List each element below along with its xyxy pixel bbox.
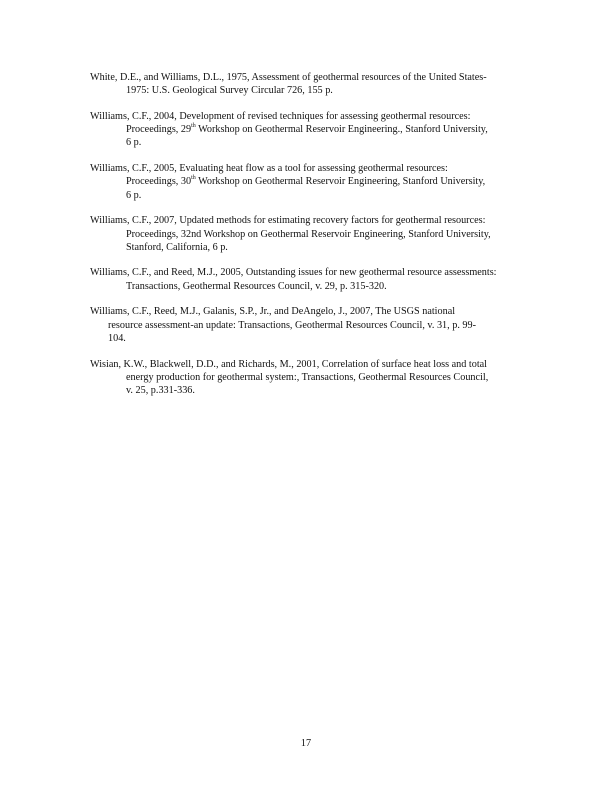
reference-line: Stanford, California, 6 p. <box>126 241 228 253</box>
reference-entry <box>90 110 530 150</box>
reference-text: Proceedings, 30 <box>126 176 192 188</box>
reference-line <box>90 175 530 188</box>
reference-entry <box>90 266 530 293</box>
reference-text: Workshop on Geothermal Reservoir Engineering., Stanford University, <box>195 124 488 136</box>
reference-entry <box>90 71 530 98</box>
reference-line: 104. <box>108 332 126 344</box>
reference-text: Proceedings, 29 <box>126 124 192 136</box>
reference-text: Workshop on Geothermal Reservoir Engineering, Stanford University, <box>195 176 486 188</box>
reference-line: 1975: U.S. Geological Survey Circular 726, 155 p. <box>126 85 333 97</box>
reference-line: Williams, C.F., Reed, M.J., Galanis, S.P., Jr., and DeAngelo, J., 2007, The USGS national <box>90 306 456 318</box>
reference-line: 6 p. <box>126 137 142 149</box>
reference-entry <box>90 305 530 345</box>
reference-line: 6 p. <box>126 189 142 201</box>
reference-line: Williams, C.F., 2007, Updated methods for estimating recovery factors for geothermal resources: <box>90 215 486 227</box>
reference-line: Williams, C.F., and Reed, M.J., 2005, Outstanding issues for new geothermal resource assessments: <box>90 267 497 279</box>
reference-entry <box>90 162 530 202</box>
reference-line: Transactions, Geothermal Resources Council, v. 29, p. 315-320. <box>126 280 387 292</box>
superscript: th <box>191 174 196 181</box>
reference-entry <box>90 358 530 398</box>
reference-line <box>90 123 530 136</box>
reference-line: White, D.E., and Williams, D.L., 1975, Assessment of geothermal resources of the United States- <box>90 72 487 83</box>
reference-line: v. 25, p.331-336. <box>126 385 195 397</box>
reference-line: resource assessment-an update: Transactions, Geothermal Resources Council, v. 31, p. 99- <box>108 319 476 331</box>
reference-line: energy production for geothermal system:, Transactions, Geothermal Resources Council, <box>126 371 489 383</box>
reference-list <box>90 71 530 410</box>
reference-line: Williams, C.F., 2004, Development of revised techniques for assessing geothermal resources: <box>90 110 471 122</box>
reference-line: Proceedings, 32nd Workshop on Geothermal Reservoir Engineering, Stanford University, <box>126 228 491 240</box>
reference-line: Wisian, K.W., Blackwell, D.D., and Richards, M., 2001, Correlation of surface heat loss and total <box>90 358 488 370</box>
reference-entry <box>90 214 530 254</box>
superscript: th <box>191 122 196 129</box>
reference-line: Williams, C.F., 2005, Evaluating heat flow as a tool for assessing geothermal resources: <box>90 163 448 175</box>
page-number: 17 <box>300 738 312 749</box>
